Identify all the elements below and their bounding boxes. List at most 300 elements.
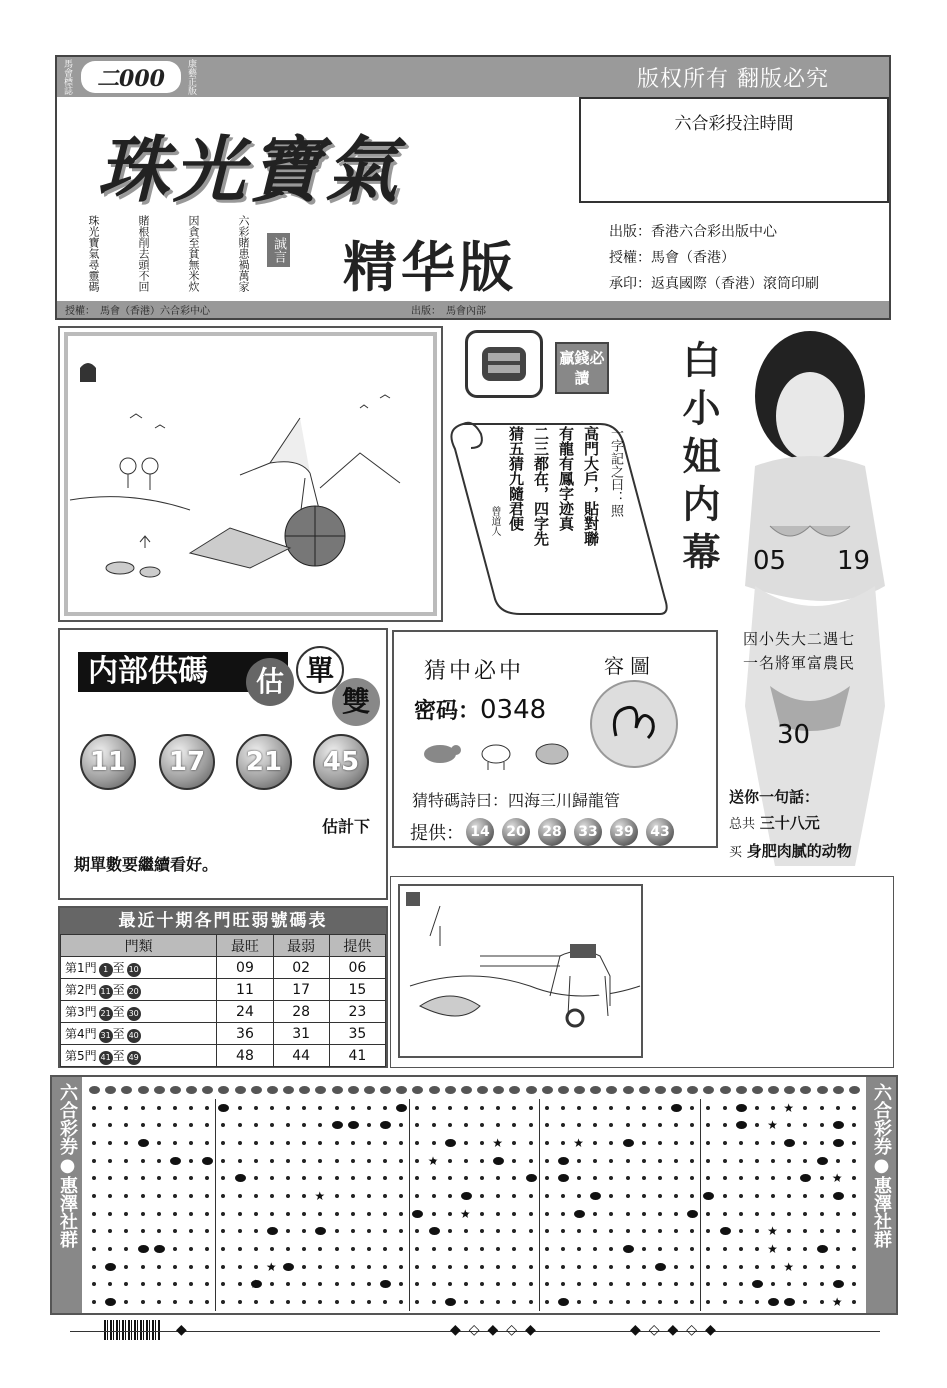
grid-dot [205,1123,209,1127]
grid-dot [609,1194,613,1198]
grid-dot [739,1212,743,1216]
bottom-diamonds: ◆◇◆◇◆ [450,1322,544,1338]
grid-dot [415,1229,419,1233]
grid-dot [706,1123,710,1127]
grid-dot [302,1123,306,1127]
grid-header-dot [380,1086,391,1094]
grid-dot [302,1194,306,1198]
grid-dot [108,1229,112,1233]
grid-dot [852,1229,856,1233]
grid-dot [561,1247,565,1251]
grid-dot [335,1212,339,1216]
grid-dot [205,1194,209,1198]
grid-dot [626,1229,630,1233]
internal-note: 期單數要繼續看好。 [74,855,219,874]
grid-dot [496,1106,500,1110]
grid-star: ★ [831,1171,843,1186]
grid-dot [690,1247,694,1251]
grid-header-dot [687,1086,698,1094]
grid-dot [529,1229,533,1233]
grid-dot [706,1141,710,1145]
words-2a: 买 [729,845,743,860]
grid-dot [205,1265,209,1269]
grid-divider [539,1099,540,1311]
grid-dot [755,1247,759,1251]
grid-dot [92,1229,96,1233]
grid-dot [351,1265,355,1269]
provide-ball-4: 33 [574,818,602,846]
words-1b: 三十八元 [759,814,820,832]
grid-dot [512,1141,516,1145]
grid-dot [335,1106,339,1110]
grid-dot [545,1106,549,1110]
grid-dot [480,1159,484,1163]
grid-dot [723,1176,727,1180]
grid-dot [141,1194,145,1198]
grid-header-dot [817,1086,828,1094]
grid-dot [512,1247,516,1251]
grid-dot [124,1123,128,1127]
grid-mark [138,1139,149,1147]
grid-dot [820,1229,824,1233]
grid-dot [92,1300,96,1304]
grid-dot [642,1176,646,1180]
grid-dot [318,1123,322,1127]
grid-dot [415,1300,419,1304]
grid-dot [642,1300,646,1304]
grid-dot [674,1141,678,1145]
door-row [61,1023,386,1045]
grid-dot [383,1247,387,1251]
door-max: 48 [217,1045,273,1067]
grid-dot [755,1141,759,1145]
grid-mark [105,1298,116,1306]
grid-dot [803,1212,807,1216]
grid-dot [626,1194,630,1198]
grid-dot [593,1229,597,1233]
grid-dot [480,1300,484,1304]
grid-dot [432,1176,436,1180]
grid-dot [545,1282,549,1286]
grid-dot [432,1300,436,1304]
grid-mark [736,1121,747,1129]
grid-dot [642,1106,646,1110]
door-label: 第5門 [65,1048,97,1063]
grid-dot [302,1300,306,1304]
grid-mark [105,1263,116,1271]
grid-dot [545,1212,549,1216]
range-start: 21 [99,1007,113,1021]
grid-dot [270,1159,274,1163]
grid-dot [674,1229,678,1233]
grid-dot [92,1212,96,1216]
grid-mark [202,1157,213,1165]
grid-dot [674,1265,678,1269]
door-row [61,957,386,979]
grid-dot [609,1212,613,1216]
grid-dot [302,1159,306,1163]
grid-mark [170,1157,181,1165]
grid-dot [157,1229,161,1233]
guess-provide-label: 提供： [410,823,464,844]
grid-dot [399,1265,403,1269]
grid-dot [480,1247,484,1251]
grid-dot [448,1159,452,1163]
grid-dot [383,1229,387,1233]
grid-dot [529,1106,533,1110]
grid-dot [221,1194,225,1198]
grid-dot [189,1212,193,1216]
grid-dot [302,1282,306,1286]
grid-mark [736,1104,747,1112]
grid-dot [642,1159,646,1163]
door-table-panel [58,906,388,1068]
grid-dot [529,1247,533,1251]
grid-dot [318,1106,322,1110]
grid-dot [367,1247,371,1251]
grid-dot [238,1229,242,1233]
col-min: 最弱 [273,935,329,957]
grid-dot [415,1194,419,1198]
door-max: 09 [217,957,273,979]
grid-dot [755,1300,759,1304]
door-min: 31 [273,1023,329,1045]
grid-dot [674,1247,678,1251]
grid-star: ★ [573,1135,584,1150]
grid-mark [800,1174,811,1182]
grid-dot [771,1194,775,1198]
grid-dot [351,1247,355,1251]
grid-dot [141,1282,145,1286]
grid-dot [739,1282,743,1286]
door-label: 第3門 [65,1004,97,1019]
grid-mark [412,1210,423,1218]
miss-bai-words-label: 送你一句話： [729,788,820,806]
grid-dot [286,1159,290,1163]
internal-title: 内部供碼 [78,652,288,692]
bottom-diamond-left: ◆ [176,1322,187,1338]
grid-dot [141,1300,145,1304]
grid-dot [803,1141,807,1145]
grid-dot [626,1300,630,1304]
grid-dot [577,1159,581,1163]
grid-dot [124,1159,128,1163]
grid-dot [529,1123,533,1127]
grid-dot [852,1194,856,1198]
grid-dot [124,1265,128,1269]
grid-dot [674,1123,678,1127]
grid-star: ★ [427,1153,439,1168]
grid-mark [558,1174,569,1182]
grid-dot [351,1159,355,1163]
grid-mark [768,1298,779,1306]
grid-dot [658,1300,662,1304]
grid-dot [367,1212,371,1216]
grid-dot [626,1265,630,1269]
grid-mark [784,1298,795,1306]
grid-dot [286,1123,290,1127]
grid-dot [415,1159,419,1163]
grid-dot [480,1282,484,1286]
grid-dot [836,1106,840,1110]
grid-dot [820,1265,824,1269]
grid-dot [270,1194,274,1198]
range-start: 1 [99,963,113,977]
grid-dot [706,1212,710,1216]
grid-dot [141,1176,145,1180]
miss-bai-poem-1: 因小失大二遇七 [743,630,856,648]
grid-dot [512,1282,516,1286]
scroll-panel [445,326,670,622]
grid-dot [852,1159,856,1163]
grid-dot [512,1212,516,1216]
grid-dot [803,1300,807,1304]
grid-header-dot [412,1086,423,1094]
grid-dot [415,1247,419,1251]
grid-dot [351,1300,355,1304]
grid-dot [609,1265,613,1269]
grid-divider [700,1099,701,1311]
grid-dot [723,1300,727,1304]
range-start: 11 [99,985,113,999]
grid-mark [154,1245,165,1253]
grid-mark [493,1157,504,1165]
motto-col-3: 因貪至貧無米炊 [187,215,200,292]
scroll-line-6: 曾道人 [489,506,500,536]
internal-estimate: 估計下 [322,817,371,836]
grid-dot [706,1159,710,1163]
provide-ball-1: 14 [466,818,494,846]
range-sep: 至 [112,960,125,975]
grid-dot [512,1300,516,1304]
grid-dot [383,1265,387,1269]
motto-col-2: 賭根削去頭不回 [137,215,150,292]
grid-dot [254,1247,258,1251]
grid-dot [92,1247,96,1251]
grid-header-dot [477,1086,488,1094]
grid-dot [205,1300,209,1304]
grid-mark [138,1245,149,1253]
grid-dot [658,1229,662,1233]
grid-dot [529,1212,533,1216]
grid-dot [92,1282,96,1286]
grid-dot [432,1141,436,1145]
grid-dot [415,1141,419,1145]
grid-dot [367,1106,371,1110]
scroll-line-1: 一字記之曰：照 [608,426,623,517]
grid-dot [820,1176,824,1180]
grid-dot [545,1265,549,1269]
grid-dot [545,1141,549,1145]
grid-dot [593,1141,597,1145]
grid-dot [626,1212,630,1216]
grid-dot [496,1247,500,1251]
grid-dot [771,1282,775,1286]
grid-dot [399,1300,403,1304]
grid-dot [771,1212,775,1216]
grid-mark [348,1121,359,1129]
grid-dot [238,1194,242,1198]
grid-dot [820,1212,824,1216]
grid-dot [787,1229,791,1233]
internal-ball-4: 45 [313,734,369,790]
grid-dot [124,1106,128,1110]
grid-dot [415,1123,419,1127]
grid-dot [690,1265,694,1269]
grid-dot [173,1300,177,1304]
lottery-grid [86,1081,862,1311]
grid-dot [205,1229,209,1233]
grid-dot [205,1247,209,1251]
grid-dot [141,1229,145,1233]
range-sep: 至 [112,1004,125,1019]
grid-dot [189,1106,193,1110]
grid-dot [496,1212,500,1216]
grid-dot [658,1123,662,1127]
grid-header-dot [138,1086,149,1094]
grid-dot [173,1247,177,1251]
door-give: 23 [329,1001,385,1023]
grid-dot [415,1176,419,1180]
grid-dot [157,1212,161,1216]
grid-mark [703,1192,714,1200]
grid-dot [383,1106,387,1110]
grid-dot [448,1123,452,1127]
range-end: 49 [127,1051,141,1065]
grid-dot [302,1229,306,1233]
grid-header-dot [849,1086,860,1094]
grid-dot [739,1300,743,1304]
grid-dot [755,1123,759,1127]
grid-dot [577,1194,581,1198]
scroll-line-5: 猜五猜九隨君便 [507,426,525,531]
grid-dot [189,1194,193,1198]
grid-header-dot [202,1086,213,1094]
guess-provide [410,818,682,846]
grid-dot [803,1282,807,1286]
grid-dot [723,1159,727,1163]
grid-dot [464,1229,468,1233]
grid-dot [852,1282,856,1286]
provide-ball-6: 43 [646,818,674,846]
grid-header-dot [623,1086,634,1094]
grid-dot [852,1265,856,1269]
grid-dot [108,1159,112,1163]
grid-dot [706,1176,710,1180]
range-sep: 至 [112,1026,125,1041]
grid-dot [674,1159,678,1163]
grid-dot [464,1265,468,1269]
grid-mark [655,1263,666,1271]
grid-dot [658,1176,662,1180]
grid-mark [380,1121,391,1129]
grid-dot [577,1106,581,1110]
grid-dot [836,1247,840,1251]
grid-dot [302,1176,306,1180]
grid-dot [609,1282,613,1286]
grid-dot [221,1300,225,1304]
grid-dot [141,1159,145,1163]
grid-dot [464,1176,468,1180]
grid-header-dot [267,1086,278,1094]
grid-dot [367,1300,371,1304]
grid-dot [755,1159,759,1163]
grid-dot [173,1123,177,1127]
grid-dot [92,1176,96,1180]
grid-header-dot [186,1086,197,1094]
grid-dot [254,1141,258,1145]
grid-dot [254,1300,258,1304]
door-give: 15 [329,979,385,1001]
door-max: 36 [217,1023,273,1045]
grid-dot [561,1123,565,1127]
grid-dot [529,1300,533,1304]
grid-dot [335,1159,339,1163]
grid-dot [157,1159,161,1163]
grid-dot [723,1247,727,1251]
logo-text: 二000 [97,65,165,92]
grid-header-dot [364,1086,375,1094]
grid-mark [445,1298,456,1306]
grid-star: ★ [767,1242,778,1257]
guess-title: 猜中必中 [424,659,525,684]
grid-dot [561,1141,565,1145]
grid-mark [687,1210,698,1218]
grid-star: ★ [783,1100,795,1115]
grid-dot [221,1282,225,1286]
grid-dot [642,1229,646,1233]
miss-bai-title [671,340,719,580]
grid-dot [335,1282,339,1286]
grid-dot [674,1282,678,1286]
grid-dot [302,1141,306,1145]
grid-dot [836,1229,840,1233]
grid-dot [690,1300,694,1304]
grid-dot [496,1229,500,1233]
col-door: 門類 [61,935,217,957]
grid-dot [529,1265,533,1269]
guess-code [414,694,546,725]
grid-dot [593,1159,597,1163]
grid-dot [723,1141,727,1145]
grid-dot [480,1123,484,1127]
grid-dot [593,1212,597,1216]
grid-dot [480,1194,484,1198]
grid-dot [545,1159,549,1163]
grid-header-dot [396,1086,407,1094]
grid-dot [108,1212,112,1216]
grid-dot [383,1300,387,1304]
grid-dot [399,1159,403,1163]
grid-dot [529,1159,533,1163]
grid-dot [496,1176,500,1180]
grid-dot [739,1159,743,1163]
grid-dot [270,1141,274,1145]
authorized: 授權：馬會（香港） [609,250,735,266]
grid-dot [577,1265,581,1269]
range-sep: 至 [112,982,125,997]
door-min: 28 [273,1001,329,1023]
grid-dot [254,1212,258,1216]
grid-dot [642,1141,646,1145]
grid-header-dot [283,1086,294,1094]
motto-col-1: 珠光寶氣尋靈碼 [87,215,100,292]
grid-star: ★ [492,1135,504,1150]
guess-code-label: 密码： [414,699,481,724]
grid-dot [318,1176,322,1180]
grid-dot [399,1282,403,1286]
grid-dot [415,1265,419,1269]
